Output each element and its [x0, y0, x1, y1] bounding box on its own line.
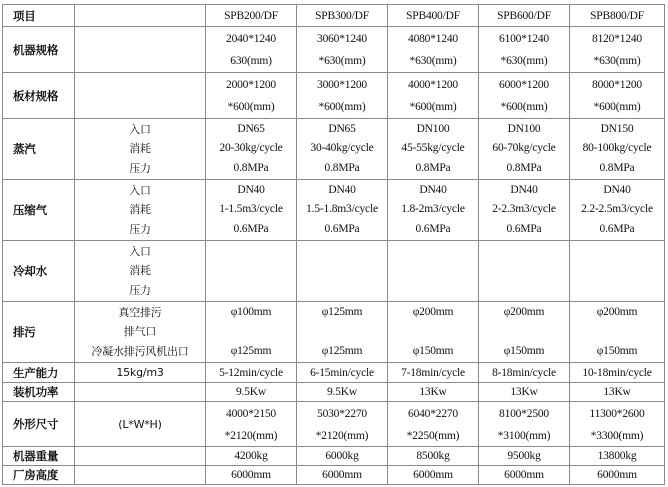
- sub-label: 冷凝水排污风机出口: [91, 344, 189, 358]
- value-line: *630(mm): [593, 55, 641, 67]
- value-line: 45-55kg/cycle: [401, 142, 465, 155]
- empty-cell: [75, 27, 206, 73]
- row-label: 机器重量: [3, 447, 75, 466]
- row-label: 蒸汽: [3, 119, 75, 180]
- value-cell: [388, 119, 479, 180]
- value-line: *630(mm): [318, 55, 366, 67]
- value-cell: [297, 402, 388, 447]
- value-line: DN40: [419, 184, 447, 196]
- value-line: DN65: [328, 123, 356, 135]
- value-cell: [297, 27, 388, 73]
- value-cell: [570, 119, 665, 180]
- value-line: 4080*1240: [408, 33, 458, 45]
- value-line: *3100(mm): [497, 430, 551, 442]
- value-line: 4000*2150: [226, 408, 276, 420]
- value-cell: [297, 302, 388, 363]
- model-header: SPB600/DF: [479, 5, 570, 27]
- value-line: *600(mm): [318, 101, 366, 113]
- sub-labels: [75, 119, 206, 180]
- value-cell: [206, 119, 297, 180]
- empty-cell: [297, 241, 388, 302]
- value-cell: 13Kw: [388, 383, 479, 402]
- value-line: 0.8MPa: [233, 161, 269, 174]
- value-line: DN40: [510, 184, 538, 196]
- value-line: 0.8MPa: [415, 161, 451, 174]
- value-cell: [388, 402, 479, 447]
- value-line: 6100*1240: [499, 33, 549, 45]
- value-line: 1.5-1.8m3/cycle: [306, 203, 378, 216]
- value-line: 0.6MPa: [233, 222, 269, 235]
- empty-cell: [75, 383, 206, 402]
- sub-label: 消耗: [129, 264, 151, 278]
- sub-label: 消耗: [129, 203, 151, 217]
- row-steam: [3, 119, 665, 180]
- value-line: *600(mm): [500, 101, 548, 113]
- value-line: 20-30kg/cycle: [219, 142, 283, 155]
- sub-label: 入口: [129, 184, 151, 197]
- value-line: φ125mm: [230, 345, 272, 358]
- value-line: DN100: [507, 123, 541, 135]
- value-cell: 9.5Kw: [206, 383, 297, 402]
- value-cell: [479, 302, 570, 363]
- value-line: 8000*1200: [592, 79, 642, 91]
- value-line: 2040*1240: [226, 33, 276, 45]
- value-line: 8100*2500: [499, 408, 549, 420]
- value-line: 0.8MPa: [506, 161, 542, 174]
- value-cell: [388, 180, 479, 241]
- value-cell: [206, 402, 297, 447]
- value-cell: 5-12min/cycle: [206, 363, 297, 383]
- value-cell: [479, 180, 570, 241]
- empty-cell: [75, 73, 206, 119]
- spec-table: [2, 4, 665, 485]
- value-cell: 6000mm: [388, 466, 479, 485]
- value-cell: 13Kw: [479, 383, 570, 402]
- value-line: 2000*1200: [226, 79, 276, 91]
- value-line: 630(mm): [230, 55, 272, 67]
- value-cell: 8-18min/cycle: [479, 363, 570, 383]
- value-line: DN150: [600, 123, 634, 135]
- value-line: 2-2.3m3/cycle: [492, 203, 556, 216]
- row-cooling-water: [3, 241, 665, 302]
- value-line: DN65: [237, 123, 265, 135]
- value-line: 0.6MPa: [599, 222, 635, 235]
- empty-cell: [570, 241, 665, 302]
- value-line: DN40: [603, 184, 631, 196]
- value-line: 60-70kg/cycle: [492, 142, 556, 155]
- value-cell: [479, 73, 570, 119]
- sub-label: 排气口: [123, 325, 157, 339]
- row-label: 板材规格: [3, 73, 75, 119]
- value-cell: 6000kg: [297, 447, 388, 466]
- empty-cell: [479, 241, 570, 302]
- value-line: *2250(mm): [406, 430, 460, 442]
- value-line: φ150mm: [412, 345, 454, 358]
- value-cell: 7-18min/cycle: [388, 363, 479, 383]
- value-line: 6000*1200: [499, 79, 549, 91]
- value-line: *2120(mm): [315, 430, 369, 442]
- value-line: DN100: [416, 123, 450, 135]
- value-cell: 8500kg: [388, 447, 479, 466]
- value-line: φ150mm: [503, 345, 545, 358]
- value-line: φ200mm: [596, 306, 638, 318]
- value-cell: (L*W*H): [75, 402, 206, 447]
- value-cell: [388, 302, 479, 363]
- value-cell: [297, 73, 388, 119]
- sub-labels: [75, 180, 206, 241]
- value-line: φ100mm: [230, 306, 272, 318]
- row-label: 压缩气: [3, 180, 75, 241]
- empty-cell: [388, 241, 479, 302]
- sub-label: 压力: [129, 161, 151, 175]
- row-label: 机器规格: [3, 27, 75, 73]
- value-line: 30-40kg/cycle: [310, 142, 374, 155]
- value-cell: [479, 402, 570, 447]
- empty-cell: [75, 447, 206, 466]
- value-line: *600(mm): [227, 101, 275, 113]
- value-line: 1.8-2m3/cycle: [401, 203, 465, 216]
- model-header: SPB200/DF: [206, 5, 297, 27]
- row-label: 冷却水: [3, 241, 75, 302]
- value-line: 1-1.5m3/cycle: [219, 203, 283, 216]
- model-header: SPB400/DF: [388, 5, 479, 27]
- value-line: 0.8MPa: [324, 161, 360, 174]
- value-cell: [388, 27, 479, 73]
- value-line: 5030*2270: [317, 408, 367, 420]
- value-line: 8120*1240: [592, 33, 642, 45]
- row-height: [3, 466, 665, 485]
- value-line: DN40: [237, 184, 265, 196]
- value-cell: [388, 73, 479, 119]
- model-header: SPB300/DF: [297, 5, 388, 27]
- value-line: 4000*1200: [408, 79, 458, 91]
- value-cell: [570, 73, 665, 119]
- row-board-size: [3, 73, 665, 119]
- empty-cell: [75, 466, 206, 485]
- row-power: [3, 383, 665, 402]
- value-line: φ125mm: [321, 345, 363, 358]
- value-cell: [206, 302, 297, 363]
- row-capacity: [3, 363, 665, 383]
- value-line: 0.6MPa: [506, 222, 542, 235]
- sub-labels: [75, 241, 206, 302]
- value-line: 11300*2600: [589, 408, 645, 420]
- value-line: 3000*1200: [317, 79, 367, 91]
- value-cell: [479, 119, 570, 180]
- sub-label: 压力: [129, 222, 151, 236]
- row-drain: [3, 302, 665, 363]
- model-header: SPB800/DF: [570, 5, 665, 27]
- value-line: 0.8MPa: [599, 161, 635, 174]
- value-line: *600(mm): [409, 101, 457, 113]
- value-cell: 15kg/m3: [75, 363, 206, 383]
- value-line: 6040*2270: [408, 408, 458, 420]
- value-line: *630(mm): [500, 55, 548, 67]
- value-cell: 9.5Kw: [297, 383, 388, 402]
- value-cell: [297, 119, 388, 180]
- value-line: 0.6MPa: [324, 222, 360, 235]
- sub-label: 入口: [129, 123, 151, 136]
- value-cell: 13800kg: [570, 447, 665, 466]
- row-label: 项目: [3, 5, 75, 27]
- value-line: φ200mm: [503, 306, 545, 318]
- value-line: *600(mm): [593, 101, 641, 113]
- value-line: *630(mm): [409, 55, 457, 67]
- value-cell: [297, 180, 388, 241]
- value-line: 2.2-2.5m3/cycle: [581, 203, 653, 216]
- row-compressed-air: [3, 180, 665, 241]
- value-cell: 6000mm: [297, 466, 388, 485]
- value-cell: [206, 180, 297, 241]
- row-weight: [3, 447, 665, 466]
- value-cell: [479, 27, 570, 73]
- value-cell: [570, 180, 665, 241]
- value-line: φ125mm: [321, 306, 363, 318]
- value-cell: 6000mm: [206, 466, 297, 485]
- row-label: 装机功率: [3, 383, 75, 402]
- row-label: 外形尺寸: [3, 402, 75, 447]
- value-line: 3060*1240: [317, 33, 367, 45]
- value-cell: 6000mm: [570, 466, 665, 485]
- value-cell: 13Kw: [570, 383, 665, 402]
- row-label: 排污: [3, 302, 75, 363]
- value-cell: 10-18min/cycle: [570, 363, 665, 383]
- value-cell: 6000mm: [479, 466, 570, 485]
- row-dimensions: [3, 402, 665, 447]
- sub-label: 消耗: [129, 142, 151, 156]
- value-cell: [570, 27, 665, 73]
- value-line: DN40: [328, 184, 356, 196]
- value-line: 80-100kg/cycle: [582, 142, 652, 155]
- row-machine-size: [3, 27, 665, 73]
- value-cell: [570, 302, 665, 363]
- sub-label: 入口: [129, 245, 151, 258]
- empty-cell: [75, 5, 206, 27]
- value-line: *2120(mm): [224, 430, 278, 442]
- value-cell: 9500kg: [479, 447, 570, 466]
- value-cell: [570, 402, 665, 447]
- sub-labels: [75, 302, 206, 363]
- empty-cell: [206, 241, 297, 302]
- value-cell: 6-15min/cycle: [297, 363, 388, 383]
- value-cell: [206, 27, 297, 73]
- sub-label: 真空排污: [118, 306, 162, 319]
- row-label: 生产能力: [3, 363, 75, 383]
- value-cell: 4200kg: [206, 447, 297, 466]
- value-cell: [206, 73, 297, 119]
- value-line: φ150mm: [596, 345, 638, 358]
- value-line: φ200mm: [412, 306, 454, 318]
- value-line: *3300(mm): [590, 430, 644, 442]
- sub-label: 压力: [129, 283, 151, 297]
- row-label: 厂房高度: [3, 466, 75, 485]
- value-line: 0.6MPa: [415, 222, 451, 235]
- header-row: [3, 5, 665, 27]
